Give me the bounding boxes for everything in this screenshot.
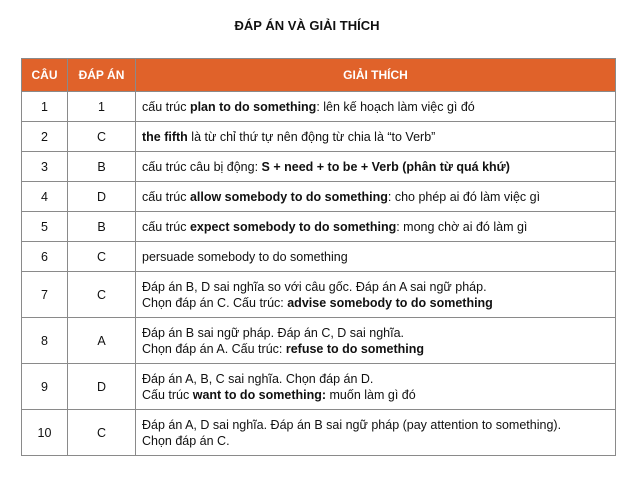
question-number-cell: 10 xyxy=(22,410,68,456)
header-cau: CÂU xyxy=(22,59,68,92)
question-number-cell: 6 xyxy=(22,242,68,272)
explanation-line xyxy=(142,129,609,145)
explanation-text: Chọn đáp án A. Cấu trúc: xyxy=(142,341,286,356)
explanation-line xyxy=(142,219,609,235)
header-giai-thich: GIẢI THÍCH xyxy=(136,59,616,92)
explanation-cell xyxy=(136,272,616,318)
answer-cell: D xyxy=(68,182,136,212)
explanation-text: Đáp án A, B, C sai nghĩa. Chọn đáp án D. xyxy=(142,371,374,386)
explanation-cell xyxy=(136,364,616,410)
explanation-cell xyxy=(136,122,616,152)
explanation-cell xyxy=(136,212,616,242)
explanation-text: : mong chờ ai đó làm gì xyxy=(396,219,528,234)
explanation-line xyxy=(142,341,609,357)
explanation-text: Đáp án A, D sai nghĩa. Đáp án B sai ngữ pháp (pay attention to something). xyxy=(142,417,562,432)
explanation-cell xyxy=(136,242,616,272)
header-dap-an: ĐÁP ÁN xyxy=(68,59,136,92)
explanation-text: : lên kế hoạch làm việc gì đó xyxy=(316,99,475,114)
explanation-line xyxy=(142,433,609,449)
explanation-text: muốn làm gì đó xyxy=(326,387,416,402)
answer-cell: C xyxy=(68,122,136,152)
explanation-text: Đáp án B sai ngữ pháp. Đáp án C, D sai nghĩa. xyxy=(142,325,404,340)
explanation-cell xyxy=(136,182,616,212)
explanation-line xyxy=(142,417,609,433)
answer-cell: C xyxy=(68,272,136,318)
question-number-cell: 1 xyxy=(22,92,68,122)
explanation-line xyxy=(142,371,609,387)
explanation-line xyxy=(142,295,609,311)
explanation-text: Cấu trúc xyxy=(142,387,193,402)
question-number-cell: 8 xyxy=(22,318,68,364)
explanation-bold-text: want to do something: xyxy=(192,387,327,402)
explanation-text: là từ chỉ thứ tự nên động từ chia là “to Verb” xyxy=(187,129,436,144)
answer-cell: 1 xyxy=(68,92,136,122)
explanation-text: Đáp án B, D sai nghĩa so với câu gốc. Đáp án A sai ngữ pháp. xyxy=(142,279,487,294)
explanation-line xyxy=(142,189,609,205)
explanation-line xyxy=(142,387,609,403)
explanation-line xyxy=(142,325,609,341)
answer-cell: A xyxy=(68,318,136,364)
table-row xyxy=(22,364,616,410)
table-row xyxy=(22,272,616,318)
explanation-bold-text: expect somebody to do something xyxy=(189,219,397,234)
explanation-bold-text: the fifth xyxy=(142,129,188,144)
table-header-row xyxy=(22,59,616,92)
explanation-text: persuade somebody to do something xyxy=(142,249,348,264)
explanation-bold-text: advise somebody to do something xyxy=(287,295,493,310)
explanation-text: cấu trúc xyxy=(142,99,190,114)
explanation-text: : cho phép ai đó làm việc gì xyxy=(387,189,541,204)
page-title: ĐÁP ÁN VÀ GIẢI THÍCH xyxy=(234,18,380,33)
table-row xyxy=(22,410,616,456)
explanation-line xyxy=(142,279,609,295)
explanation-bold-text: plan to do something xyxy=(189,99,317,114)
question-number-cell: 9 xyxy=(22,364,68,410)
explanation-bold-text: allow somebody to do something xyxy=(189,189,388,204)
explanation-cell xyxy=(136,410,616,456)
explanation-bold-text: S + need + to be + Verb (phân từ quá khứ) xyxy=(261,159,510,174)
explanation-cell xyxy=(136,318,616,364)
table-row xyxy=(22,182,616,212)
table-row xyxy=(22,212,616,242)
table-row xyxy=(22,152,616,182)
explanation-cell xyxy=(136,92,616,122)
table-row xyxy=(22,92,616,122)
explanation-text: Chọn đáp án C. xyxy=(142,433,230,448)
explanation-bold-text: refuse to do something xyxy=(285,341,425,356)
explanation-line xyxy=(142,159,609,175)
explanation-text: Chọn đáp án C. Cấu trúc: xyxy=(142,295,288,310)
explanation-text: cấu trúc xyxy=(142,189,190,204)
question-number-cell: 4 xyxy=(22,182,68,212)
question-number-cell: 5 xyxy=(22,212,68,242)
table-row xyxy=(22,242,616,272)
answer-cell: D xyxy=(68,364,136,410)
explanation-line xyxy=(142,249,609,265)
answer-cell: C xyxy=(68,242,136,272)
explanation-cell xyxy=(136,152,616,182)
explanation-text: cấu trúc xyxy=(142,219,190,234)
table-row xyxy=(22,318,616,364)
question-number-cell: 7 xyxy=(22,272,68,318)
question-number-cell: 2 xyxy=(22,122,68,152)
explanation-text: cấu trúc câu bị động: xyxy=(142,159,262,174)
answer-cell: B xyxy=(68,212,136,242)
question-number-cell: 3 xyxy=(22,152,68,182)
explanation-line xyxy=(142,99,609,115)
answer-cell: B xyxy=(68,152,136,182)
answer-cell: C xyxy=(68,410,136,456)
answer-table xyxy=(21,58,616,456)
table-row xyxy=(22,122,616,152)
